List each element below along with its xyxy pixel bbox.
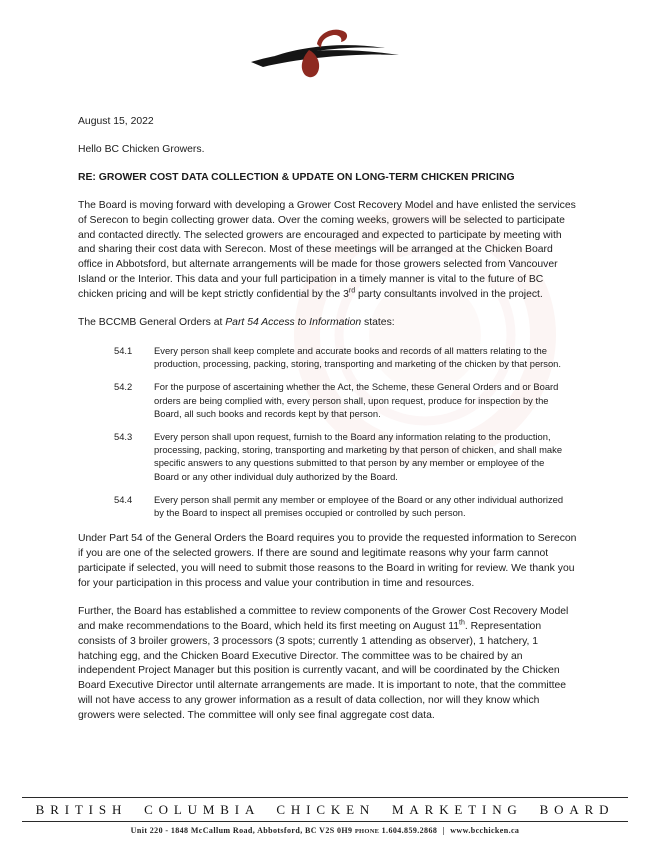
order-item-54-3 [114,430,578,483]
paragraph-intro [78,199,578,303]
order-text: Every person shall upon request, furnish to the Board any information relating to the production, processing, packing, storing, transporting and marketing by that person of chicken, and shall make specific answers to any questions submitted to that person by any member or employee of the Board or any other individual duly authorized by the Board. [154,430,563,482]
general-orders-list [114,344,578,519]
order-item-54-2 [114,380,578,420]
letter-date: August 15, 2022 [78,116,154,127]
chicken-swoosh-logo-icon [245,22,405,84]
footer-organization-name: BRITISH COLUMBIA CHICKEN MARKETING BOARD [35,802,615,817]
orders-intro-prefix: The BCCMB General Orders at [78,317,226,329]
order-number: 54.4 [114,493,133,505]
orders-intro [78,316,578,331]
order-item-54-4 [114,493,578,519]
footer-website: www.bcchicken.ca [450,826,520,835]
footer-contact-line [0,822,650,835]
paragraph-under-part54: Under Part 54 of the General Orders the Board requires you to provide the requested information to Serecon if you are one of the selected growers. If there are sound and legitimate reasons why your farm cannot participate if selected, you will need to submit those reasons to the Board in writing for review. We thank you for your participation in this process and value your contribution in time and resources. [78,533,577,589]
order-text: Every person shall keep complete and accurate books and records of all matters relating to the production, processing, packing, storing, transporting and marketing of the chicken by that person. [154,344,562,370]
paragraph-intro-text: The Board is moving forward with developing a Grower Cost Recovery Model and have enlisted the services of Serecon to begin collecting grower data. Over the coming weeks, growers will be selected to participate and contacted directly. The selected growers are encouraged and expected to participate by meeting with and sharing their cost data with Serecon. Most of these meetings will be arranged at the Chicken Board office in Abbotsford, but alternate arrangements will be made for those growers selected from Vancouver Island or the Interior. This data and your full participation in a timely manner is vital to the future of BC chicken pricing and will be kept strictly confidential by the 3 [78,199,576,301]
footer-separator: | [442,826,445,835]
order-number: 54.2 [114,381,133,393]
paragraph-committee [78,605,578,724]
order-number: 54.1 [114,344,133,356]
paragraph-intro-tail: party consultants involved in the project. [355,289,543,301]
footer-phone-number: 1.604.859.2868 [381,826,438,835]
orders-intro-suffix: states: [361,317,395,329]
subject-line: RE: GROWER COST DATA COLLECTION & UPDATE ON LONG-TERM CHICKEN PRICING [78,171,515,183]
order-text: For the purpose of ascertaining whether the Act, the Scheme, these General Orders and or Board orders are being complied with, every person shall, upon request, produce for inspection by the Board, all such books and records kept by that person. [154,381,559,419]
paragraph-committee-text: Further, the Board has established a committee to review components of the Grower Cost Recovery Model and make recommendations to the Board, which held its first meeting on August 11 [78,605,569,632]
footer-address-text: Unit 220 - 1848 McCallum Road, Abbotsford, BC V2S 0H9 [130,826,353,835]
letter-body [0,115,650,737]
paragraph-committee-tail: . Representation consists of 3 broiler growers, 3 processors (3 spots; currently 1 attending as observer), 1 hatchery, 1 hatching egg, and the Chicken Board Executive Director. The committee was to be chaired by an independent Project Manager but this position is currently vacant, and will be coordinated by the Chicken Board Executive Director until alternate arrangements are made. It is important to note, that the committee will not have access to any grower information as a result of data collection, nor will they know which growers were selected. The committee will only see final aggregate cost data. [78,620,567,722]
order-text: Every person shall permit any member or employee of the Board or any other individual authorized by the Board to inspect all premises occupied or controlled by such person. [154,493,564,518]
greeting: Hello BC Chicken Growers. [78,143,205,155]
orders-intro-italic: Part 54 Access to Information [225,317,362,329]
order-number: 54.3 [114,430,133,442]
letterhead-logo [0,22,650,89]
superscript-rd: rd [348,287,356,295]
order-item-54-1 [114,344,578,370]
footer-phone-label: PHONE [354,828,380,835]
superscript-th: th [459,619,465,627]
letter-footer [0,797,650,835]
